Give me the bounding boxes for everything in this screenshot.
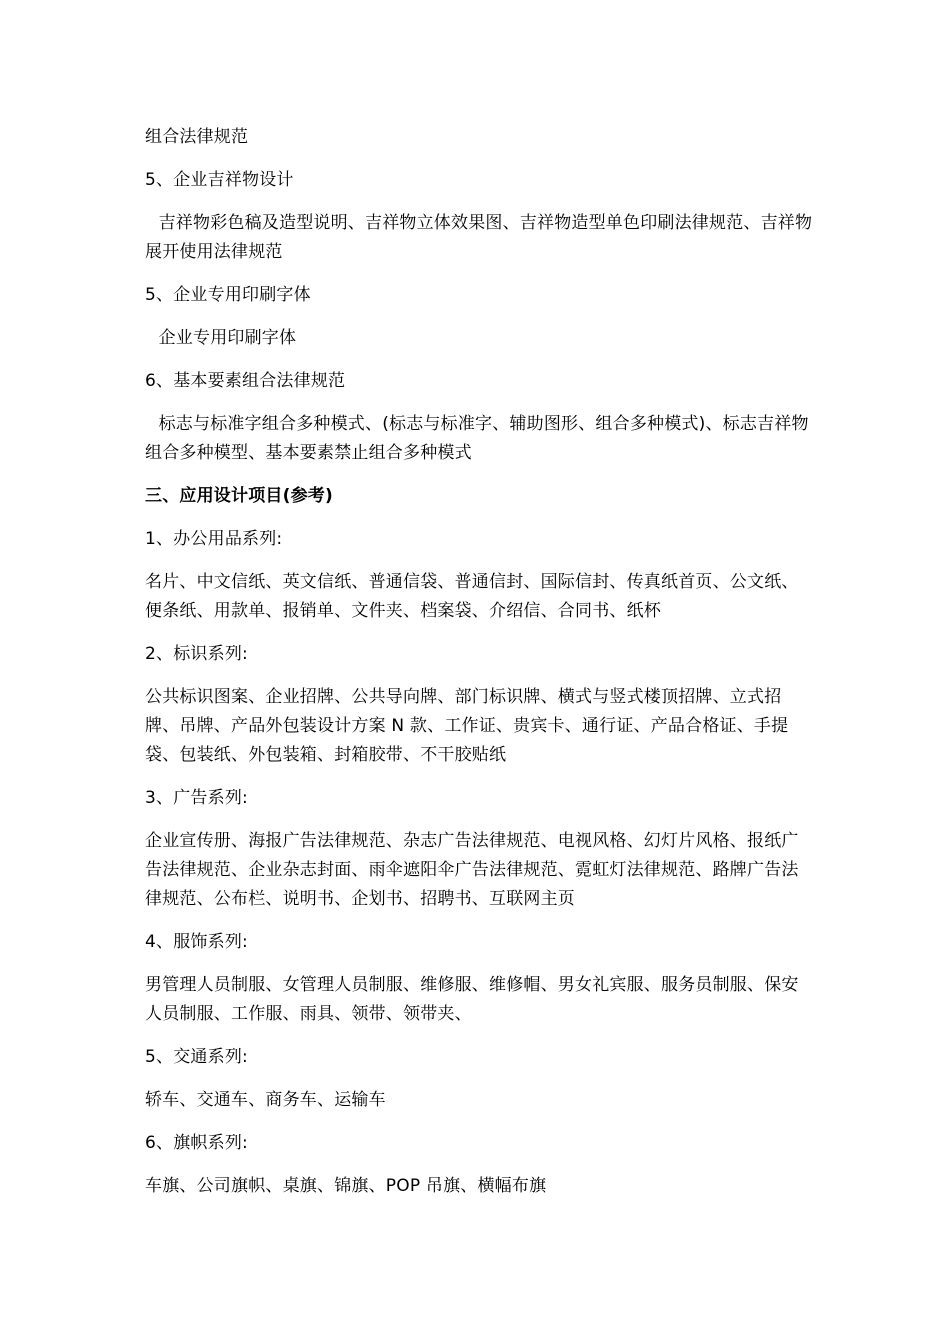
section-heading-mascot: 5、企业吉祥物设计	[145, 170, 294, 190]
paragraph: 吉祥物彩色稿及造型说明、吉祥物立体效果图、吉祥物造型单色印刷法律规范、吉祥物展开使用法律规范	[145, 213, 813, 262]
paragraph: 轿车、交通车、商务车、运输车	[145, 1090, 386, 1110]
section-heading-advertising: 3、广告系列:	[145, 788, 248, 808]
document-body	[145, 123, 815, 1215]
section-heading-office: 1、办公用品系列:	[145, 529, 283, 549]
section-heading-flags: 6、旗帜系列:	[145, 1133, 248, 1153]
section-heading-signage: 2、标识系列:	[145, 644, 248, 664]
chapter-heading: 三、应用设计项目(参考)	[145, 486, 333, 506]
paragraph: 企业专用印刷字体	[158, 328, 297, 348]
section-heading-apparel: 4、服饰系列:	[145, 932, 248, 952]
section-heading-combination: 6、基本要素组合法律规范	[145, 371, 346, 391]
paragraph: 车旗、公司旗帜、桌旗、锦旗、POP 吊旗、横幅布旗	[145, 1176, 547, 1196]
paragraph: 公共标识图案、企业招牌、公共导向牌、部门标识牌、横式与竖式楼顶招牌、立式招牌、吊牌、产品外包装设计方案 N 款、工作证、贵宾卡、通行证、产品合格证、手提袋、包装纸、外包装箱、封箱胶带、不干胶贴纸	[145, 687, 789, 765]
section-heading-typeface: 5、企业专用印刷字体	[145, 285, 311, 305]
paragraph: 组合法律规范	[145, 127, 249, 147]
section-heading-transport: 5、交通系列:	[145, 1047, 248, 1067]
paragraph: 企业宣传册、海报广告法律规范、杂志广告法律规范、电视风格、幻灯片风格、报纸广告法律规范、企业杂志封面、雨伞遮阳伞广告法律规范、霓虹灯法律规范、路牌广告法律规范、公布栏、说明书、企划书、招聘书、互联网主页	[145, 831, 799, 909]
paragraph: 男管理人员制服、女管理人员制服、维修服、维修帽、男女礼宾服、服务员制服、保安人员制服、工作服、雨具、领带、领带夹、	[145, 975, 799, 1024]
paragraph: 标志与标准字组合多种模式、(标志与标准字、辅助图形、组合多种模式)、标志吉祥物组合多种模型、基本要素禁止组合多种模式	[145, 414, 809, 463]
paragraph: 名片、中文信纸、英文信纸、普通信袋、普通信封、国际信封、传真纸首页、公文纸、便条纸、用款单、报销单、文件夹、档案袋、介绍信、合同书、纸杯	[145, 572, 799, 621]
